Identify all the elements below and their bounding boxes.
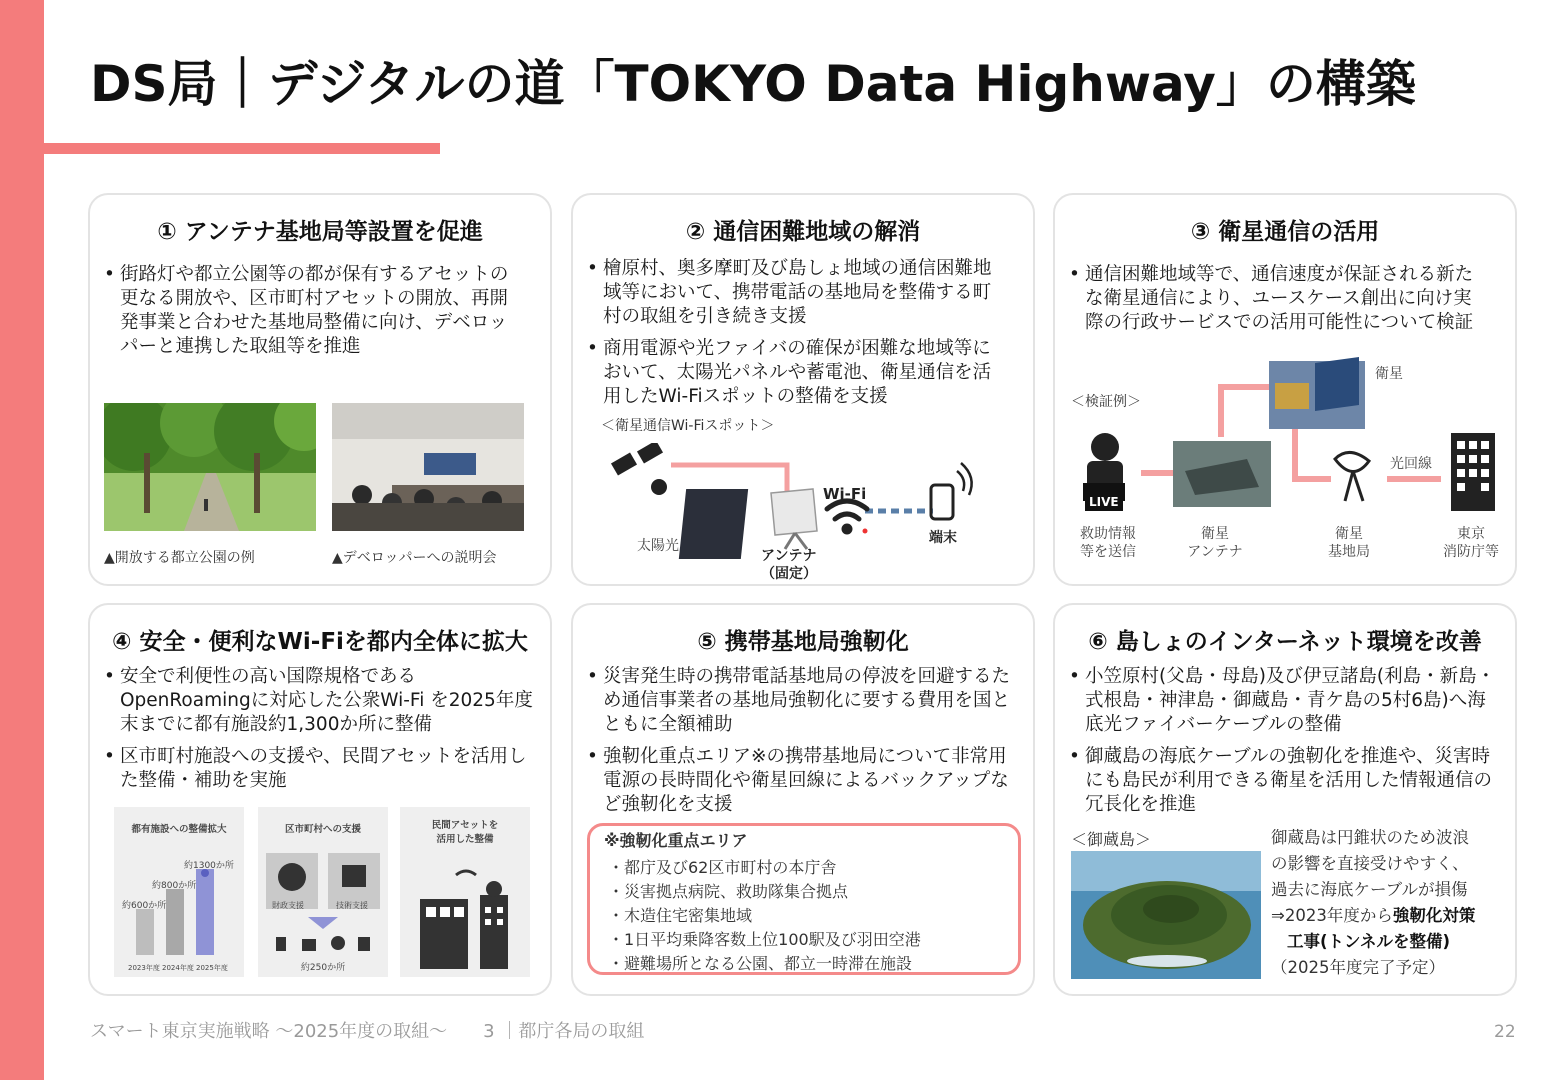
page-title: DS局｜デジタルの道「TOKYO Data Highway」の構築 — [90, 55, 1416, 113]
satellite-antenna-icon — [1173, 441, 1271, 507]
priority-area-list — [608, 856, 921, 976]
bullet-list — [1069, 665, 1499, 825]
smartphone-icon — [931, 463, 972, 519]
label-terminal: 端末 — [929, 530, 957, 546]
node-satellite-antenna: 衛星 アンテナ — [1187, 526, 1243, 560]
bullet-item: • 災害発生時の携帯電話基地局の停波を回避するため通信事業者の基地局強靭化に要する費用を国とともに全額補助 — [587, 665, 1017, 737]
card-public-wifi — [88, 603, 552, 996]
bullet-item: • 区市町村施設への支援や、民間アセットを活用した整備・補助を実施 — [104, 745, 536, 793]
live-badge: LIVE — [1085, 493, 1123, 511]
tech-support-icon — [342, 865, 366, 887]
node-fire-department: 東京 消防庁等 — [1443, 526, 1499, 560]
card-communication-difficult-areas — [571, 193, 1035, 586]
mikurajima-note: 御蔵島は円錐状のため波浪 の影響を直接受けやすく、 過去に海底ケーブルが損傷 ⇒2023年度から強靭化対策 工事(トンネルを整備) （2025年度完了予定） — [1271, 828, 1476, 977]
satellite-icon — [611, 443, 667, 495]
bullet-item: • 通信困難地域等で、通信速度が保証される新たな衛星通信により、ユースケース創出に向け実際の行政サービスでの活用可能性について検証 — [1069, 263, 1489, 335]
solar-panel-icon — [679, 489, 748, 559]
example-label: ＜検証例＞ — [1071, 394, 1141, 410]
label-fixed: （固定） — [761, 566, 817, 582]
list-item: ・木造住宅密集地域 — [608, 906, 753, 925]
bullet-item: • 商用電源や光ファイバの確保が困難な地域等において、太陽光パネルや蓄電池、衛星通信を活用したWi-Fiスポットの整備を支援 — [587, 337, 1007, 409]
satellite-verification-diagram — [1069, 355, 1509, 515]
node-ground-station: 衛星 基地局 — [1328, 526, 1370, 560]
left-accent-bar — [0, 0, 44, 1080]
card-title: ① アンテナ基地局等設置を促進 — [157, 219, 483, 245]
card-title: ③ 衛星通信の活用 — [1190, 219, 1380, 245]
money-bag-icon — [278, 863, 306, 891]
list-item: ・都庁及び62区市町村の本庁舎 — [608, 858, 837, 877]
card-title: ⑤ 携帯基地局強靭化 — [697, 629, 909, 655]
photo-caption-park: ▲開放する都立公園の例 — [104, 550, 255, 566]
bullet-item: • 檜原村、奥多摩町及び島しょ地域の通信困難地域等において、携帯電話の基地局を整備する町村の取組を引き続き支援 — [587, 257, 1007, 329]
label-wifi: Wi-Fi — [823, 485, 867, 503]
bullet-item: • 街路灯や都立公園等の都が保有するアセットの更なる開放や、区市町村アセットの開放、再開発事業と合わせた基地局整備に向け、デベロッパーと連携した取組等を推進 — [104, 263, 524, 359]
label-solar: 太陽光 — [637, 538, 679, 554]
title-underline — [44, 143, 440, 154]
bullet-item: • 安全で利便性の高い国際規格であるOpenRoamingに対応した公衆Wi-Fi を2025年度末までに都有施設約1,300か所に整備 — [104, 665, 536, 737]
list-item: ・避難場所となる公園、都立一時滞在施設 — [608, 954, 913, 973]
park-photo — [104, 403, 316, 531]
label-satellite: 衛星 — [1375, 366, 1403, 382]
priority-area-title: ※強靭化重点エリア — [604, 831, 748, 850]
bullet-item: • 強靭化重点エリア※の携帯基地局について非常用電源の長時間化や衛星回線によるバックアップなど強靭化を支援 — [587, 745, 1017, 817]
mikurajima-photo — [1071, 851, 1261, 979]
panel-municipal-support: 区市町村への支援 財政支援 技術支援 約250か所 — [258, 807, 388, 977]
antenna-icon — [771, 489, 817, 549]
bullet-item: • 小笠原村(父島・母島)及び伊豆諸島(利島・新島・式根島・神津島・御蔵島・青ケ島の5村6島)へ海底光ファイバーケーブルの整備 — [1069, 665, 1499, 737]
building-icon — [1451, 433, 1495, 511]
wifi-icon — [827, 501, 868, 534]
bullet-list — [104, 665, 536, 801]
panel-metro-facilities: 都有施設への整備拡大 約600か所 約800か所 約1300か所 2023年度 2024年度 2025年度 — [114, 807, 244, 977]
label-fiber: 光回線 — [1390, 456, 1432, 472]
card-antenna-base-station — [88, 193, 552, 586]
island-label: ＜御蔵島＞ — [1071, 830, 1152, 849]
diagram-label: ＜衛星通信Wi-Fiスポット＞ — [601, 418, 775, 434]
bullet-list — [1069, 263, 1489, 343]
list-item: ・災害拠点病院、救助隊集合拠点 — [608, 882, 849, 901]
card-title: ④ 安全・便利なWi-Fiを都内全体に拡大 — [112, 629, 528, 655]
priority-area-box — [587, 823, 1021, 975]
bullet-list — [587, 665, 1017, 825]
node-rescue-info: 救助情報 等を送信 — [1080, 526, 1136, 560]
card-satellite-communication — [1053, 193, 1517, 586]
page-number: 22 — [1494, 1022, 1516, 1042]
card-title: ② 通信困難地域の解消 — [685, 219, 921, 245]
ground-station-icon — [1335, 452, 1369, 501]
satellite-icon — [1269, 357, 1365, 429]
photo-caption-briefing: ▲デベロッパーへの説明会 — [332, 550, 497, 566]
label-antenna: アンテナ — [761, 548, 817, 564]
bullet-list — [587, 257, 1007, 417]
briefing-photo — [332, 403, 524, 531]
bullet-item: • 御蔵島の海底ケーブルの強靭化を推進や、災害時にも島民が利用できる衛星を活用した情報通信の冗長化を推進 — [1069, 745, 1499, 817]
panel-private-assets: 民間アセットを 活用した整備 — [400, 807, 530, 977]
rescuer-icon — [1083, 433, 1125, 501]
card-base-station-resilience — [571, 603, 1035, 996]
footer-text: スマート東京実施戦略 ～2025年度の取組～ 3 ｜都庁各局の取組 — [90, 1021, 645, 1042]
bullet-list — [104, 263, 524, 367]
list-item: ・1日平均乗降客数上位100駅及び羽田空港 — [608, 930, 921, 949]
card-title: ⑥ 島しょのインターネット環境を改善 — [1088, 629, 1482, 655]
card-island-internet — [1053, 603, 1517, 996]
